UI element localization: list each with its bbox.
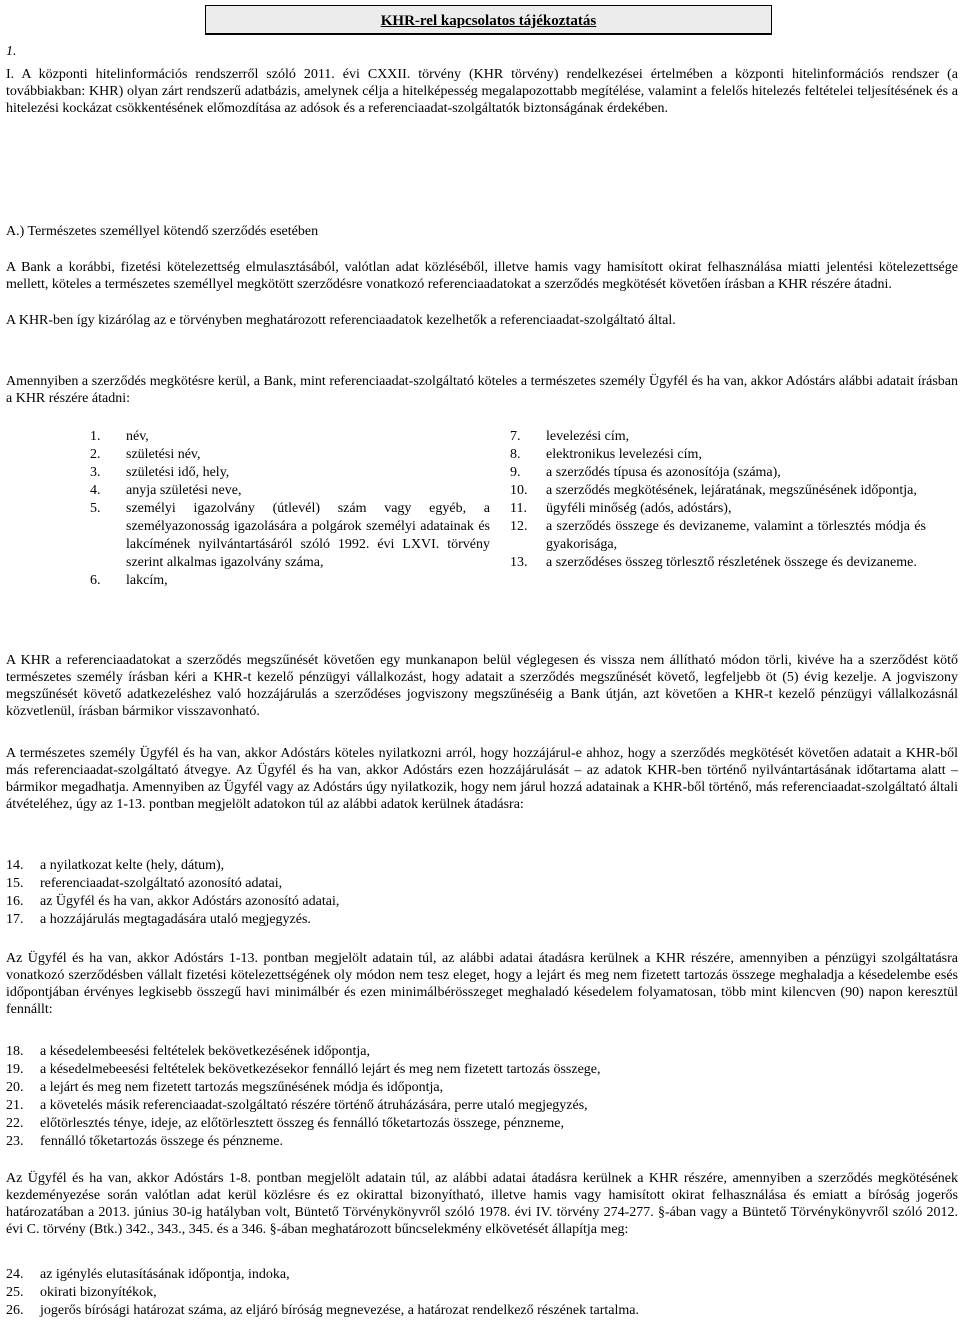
list-item: 11. ügyféli minőség (adós, adóstárs),: [510, 501, 732, 516]
paragraph-data-deletion: A KHR a referenciaadatokat a szerződés megszűnését követően egy munkanapon belül véglegesen és vissza nem állítható módon törli, kivéve ha a szerződést kötő természetes személy írásban kéri a KHR-t kezelő pénzügyi vállalkozást, hogy adatait a szerződés megszűnését követő, legfeljebb öt (5) évig kezelje. A jogviszony megszűnését követő adatkezeléshez való hozzájárulás a szerződéses jogviszony megszűnéséig a Bank útján, azt követően a KHR-t kezelő pénzügyi vállalkozásnál közvetlenül, írásban bármikor visszavonható.: [6, 653, 958, 719]
list-item: 6. lakcím,: [90, 573, 168, 588]
list-item: 9. a szerződés típusa és azonosítója (száma),: [510, 465, 781, 480]
paragraph-fraud: Az Ügyfél és ha van, akkor Adóstárs 1-8. pontban megjelölt adatain túl, az alábbi adatai átadásra kerülnek a KHR részére, amennyiben a szerződés megkötésének kezdeményezése során valótlan adat kerül közlésre és ez okirattal bizonyítható, illetve hamis vagy hamisított okirat felhasználása és emiatt a bíróság jogerős határozatában a 2013. június 30-ig hatályban volt, Büntető Törvénykönyvről szóló 1978. évi IV. törvény 274-277. §-ában vagy a Büntető Törvénykönyvről szóló 2012. évi C. törvény (Btk.) 342., 343., 345. és a 346. §-ában meghatározott bűncselekmény elkövetését állapítja meg:: [6, 1171, 958, 1237]
section-a-heading: A.) Természetes személlyel kötendő szerződés esetében: [6, 224, 319, 239]
list-item: 12. a szerződés összege és devizaneme, valamint a törlesztés módja és gyakorisága,: [510, 519, 926, 552]
list-item: 20. a lejárt és meg nem fizetett tartozás megszűnésének módja és időpontja,: [6, 1080, 444, 1095]
fraud-data-list: [6, 1266, 906, 1320]
list-item: 16. az Ügyfél és ha van, akkor Adóstárs azonosító adatai,: [6, 894, 340, 909]
list-item: 15. referenciaadat-szolgáltató azonosító adatai,: [6, 876, 283, 891]
data-list-right: [510, 428, 926, 572]
list-item: 17. a hozzájárulás megtagadására utaló megjegyzés.: [6, 912, 311, 927]
list-item: 14. a nyilatkozat kelte (hely, dátum),: [6, 858, 225, 873]
list-item: 13. a szerződéses összeg törlesztő részletének összege és devizaneme.: [510, 555, 917, 570]
list-item: 7. levelezési cím,: [510, 429, 630, 444]
list-item: 1. név,: [90, 429, 149, 444]
consent-data-list: [6, 857, 706, 929]
list-item: 5. személyi igazolvány (útlevél) szám vagy egyéb, a személyazonosság igazolására a polgárok személyi adatainak és lakcímének nyilvántartásáról szóló 1992. évi LXVI. törvény szerint alkalmas igazolvány száma,: [90, 501, 490, 570]
list-item: 22. előtörlesztés ténye, ideje, az előtörlesztett összeg és fennálló tőketartozás összege, pénzneme,: [6, 1116, 565, 1131]
list-item: 25. okirati bizonyítékok,: [6, 1285, 157, 1300]
data-list-left: [90, 428, 490, 590]
paragraph-default: Az Ügyfél és ha van, akkor Adóstárs 1-13. pontban megjelölt adatain túl, az alábbi adatai átadásra kerülnek a KHR részére, amennyiben a pénzügyi szolgáltatásra vonatkozó szerződésben vállalt fizetési kötelezettségének oly módon nem tesz eleget, hogy a lejárt és meg nem fizetett tartozás összege meghaladja a késedelembe esés időpontjában érvényes legkisebb összegű havi minimálbér és ezen minimálbérösszeget meghaladó késedelem folyamatosan, több mint kilencven (90) napon keresztül fennállt:: [6, 951, 958, 1017]
list-item: 18. a késedelembeesési feltételek bekövetkezésének időpontja,: [6, 1044, 371, 1059]
list-item: 23. fennálló tőketartozás összege és pénzneme.: [6, 1134, 283, 1149]
list-item: 26. jogerős bírósági határozat száma, az eljáró bíróság megnevezése, a határozat rendelkező részének tartalma.: [6, 1303, 639, 1318]
list-item: 19. a késedelmebeesési feltételek bekövetkezésekor fennálló lejárt és meg nem fizetett tartozás összege,: [6, 1062, 601, 1077]
intro-paragraph: I. A központi hitelinformációs rendszerről szóló 2011. évi CXXII. törvény (KHR törvény) rendelkezései értelmében a központi hitelinformációs rendszer (a továbbiakban: KHR) olyan zárt rendszerű adatbázis, amelynek célja a hitelképesség megalapozottabb megítélése, valamint a felelős hitelezés feltételei teljesítésének és a hitelezési kockázat csökkentésének előmozdítása az adósok és a referenciaadat-szolgáltatók biztonságának érdekében.: [6, 67, 958, 116]
list-item: 8. elektronikus levelezési cím,: [510, 447, 702, 462]
list-item: 2. születési név,: [90, 447, 201, 462]
list-item: 3. születési idő, hely,: [90, 465, 230, 480]
paragraph-reporting-obligation: A Bank a korábbi, fizetési kötelezettség elmulasztásából, valótlan adat közléséből, illetve hamis vagy hamisított okirat felhasználása miatti jelentési kötelezettsége mellett, köteles a természetes személlyel megkötött szerződésre vonatkozó referenciaadatokat a szerződés megkötését követően írásban a KHR részére átadni.: [6, 260, 958, 292]
title-box: [205, 5, 772, 35]
paragraph-consent: A természetes személy Ügyfél és ha van, akkor Adóstárs köteles nyilatkozni arról, hogy hozzájárul-e ahhoz, hogy a szerződés megkötését követően adatait a KHR-ből más referenciaadat-szolgáltató átvegye. Az Ügyfél és ha van, akkor Adóstárs ezen hozzájárulását – az adatok KHR-ben történő nyilvántartásának időtartama alatt – bármikor megadhatja. Amennyiben az Ügyfél vagy az Adóstárs úgy nyilatkozik, hogy nem járul hozzá adatainak a KHR-ből történő, más referenciaadat-szolgáltató általi átvételéhez, úgy az 1-13. pontban megjelölt adatokon túl az alábbi adatok kerülnek átadásra:: [6, 746, 958, 812]
paragraph-khr-data-only: A KHR-ben így kizárólag az e törvényben meghatározott referenciaadatok kezelhetők a referenciaadat-szolgáltató által.: [6, 313, 676, 328]
paragraph-data-transfer: Amennyiben a szerződés megkötésre kerül, a Bank, mint referenciaadat-szolgáltató köteles a természetes személy Ügyfél és ha van, akkor Adóstárs alábbi adatait írásban a KHR részére átadni:: [6, 374, 958, 406]
list-item: 10. a szerződés megkötésének, lejáratának, megszűnésének időpontja,: [510, 483, 917, 498]
list-item: 4. anyja születési neve,: [90, 483, 242, 498]
list-item: 21. a követelés másik referenciaadat-szolgáltató részére történő átruházására, perre utaló megjegyzés,: [6, 1098, 588, 1113]
default-data-list: [6, 1043, 806, 1151]
list-item: 24. az igénylés elutasításának időpontja, indoka,: [6, 1267, 290, 1282]
page-title: KHR-rel kapcsolatos tájékoztatás: [380, 13, 597, 29]
section-number: 1.: [6, 44, 17, 59]
